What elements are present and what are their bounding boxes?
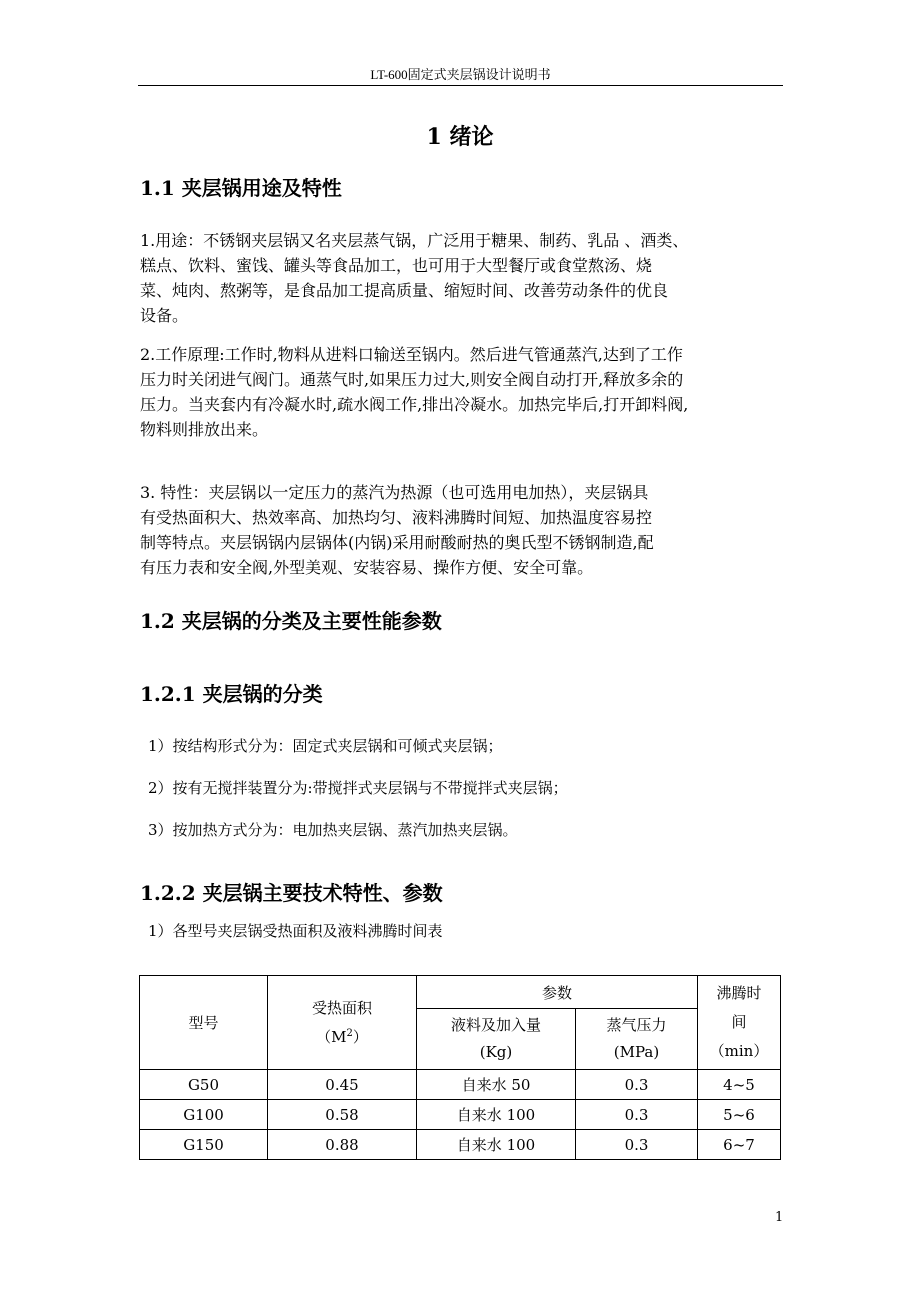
cell-steam: 0.3 [576, 1130, 698, 1160]
paragraph-line: 有受热面积大、热效率高、加热均匀、液料沸腾时间短、加热温度容易控 [140, 508, 653, 527]
paragraph-line: 压力。当夹套内有冷凝水时,疏水阀工作,排出冷凝水。加热完毕后,打开卸料阀, [140, 395, 689, 414]
cell-steam: 0.3 [576, 1100, 698, 1130]
header-liquid-unit: (Kg) [479, 1043, 513, 1061]
chapter-title: 1 绪论 [426, 124, 494, 150]
cell-time: 4~5 [698, 1070, 781, 1100]
header-area [268, 976, 417, 1070]
paragraph-usage [140, 228, 800, 328]
paragraph-line: 物料则排放出来。 [140, 420, 269, 439]
list-item: 2）按有无搅拌装置分为:带搅拌式夹层锅与不带搅拌式夹层锅； [148, 779, 568, 797]
paragraph-principle [140, 342, 800, 442]
list-item: 1）按结构形式分为：固定式夹层锅和可倾式夹层锅； [148, 737, 503, 755]
header-boil [698, 976, 781, 1070]
table-row [140, 1100, 781, 1130]
cell-area: 0.58 [268, 1100, 417, 1130]
cell-time: 6~7 [698, 1130, 781, 1160]
cell-steam: 0.3 [576, 1070, 698, 1100]
cell-area: 0.45 [268, 1070, 417, 1100]
cell-model: G50 [140, 1070, 268, 1100]
table-caption: 1）各型号夹层锅受热面积及液料沸腾时间表 [148, 922, 443, 940]
paragraph-line: 糕点、饮料、蜜饯、罐头等食品加工，也可用于大型餐厅或食堂熬汤、烧 [140, 256, 653, 275]
header-area-label: 受热面积 [311, 999, 372, 1017]
cell-area: 0.88 [268, 1130, 417, 1160]
header-steam-unit: (MPa) [613, 1043, 660, 1061]
header-steam-label: 蒸气压力 [606, 1016, 667, 1034]
cell-model: G150 [140, 1130, 268, 1160]
section-1-2-1-title: 1.2.1 夹层锅的分类 [140, 682, 323, 706]
page-header: LT-600固定式夹层锅设计说明书 [370, 67, 551, 82]
header-boil-line: 沸腾时 [716, 984, 762, 1002]
header-liquid-label: 液料及加入量 [450, 1016, 541, 1034]
section-1-2-title: 1.2 夹层锅的分类及主要性能参数 [140, 609, 442, 633]
section-1-1-title: 1.1 夹层锅用途及特性 [140, 176, 342, 200]
header-boil-unit: （min） [709, 1042, 769, 1060]
header-params: 参数 [417, 976, 698, 1009]
paragraph-line: 设备。 [140, 306, 189, 325]
section-1-2-2-title: 1.2.2 夹层锅主要技术特性、参数 [140, 881, 443, 905]
header-area-unit: $(M^2)$ [316, 1028, 368, 1046]
paragraph-line: 2.工作原理:工作时,物料从进料口输送至锅内。然后进气管通蒸汽,达到了工作 [140, 345, 683, 364]
table-row [140, 1070, 781, 1100]
cell-liquid: 自来水 100 [417, 1100, 576, 1130]
header-model: 型号 [140, 976, 268, 1070]
specs-table [139, 975, 781, 1160]
cell-time: 5~6 [698, 1100, 781, 1130]
paragraph-line: 压力时关闭进气阀门。通蒸气时,如果压力过大,则安全阀自动打开,释放多余的 [140, 370, 684, 389]
paragraph-line: 制等特点。夹层锅锅内层锅体(内锅)采用耐酸耐热的奥氏型不锈钢制造,配 [140, 533, 654, 552]
paragraph-line: 1.用途：不锈钢夹层锅又名夹层蒸气锅，广泛用于糖果、制药、乳品 、酒类、 [140, 231, 689, 250]
list-item: 3）按加热方式分为：电加热夹层锅、蒸汽加热夹层锅。 [148, 821, 518, 839]
header-steam [576, 1009, 698, 1070]
cell-model: G100 [140, 1100, 268, 1130]
header-boil-line: 间 [731, 1013, 747, 1031]
paragraph-line: 有压力表和安全阀,外型美观、安装容易、操作方便、安全可靠。 [140, 558, 594, 577]
cell-liquid: 自来水 50 [417, 1070, 576, 1100]
paragraph-line: 3. 特性：夹层锅以一定压力的蒸汽为热源（也可选用电加热），夹层锅具 [140, 483, 649, 502]
header-liquid [417, 1009, 576, 1070]
cell-liquid: 自来水 100 [417, 1130, 576, 1160]
paragraph-line: 菜、炖肉、熬粥等，是食品加工提高质量、缩短时间、改善劳动条件的优良 [140, 281, 669, 300]
paragraph-features [140, 480, 800, 580]
table-row [140, 1130, 781, 1160]
page-number: 1 [775, 1210, 784, 1225]
header-divider [138, 85, 783, 86]
